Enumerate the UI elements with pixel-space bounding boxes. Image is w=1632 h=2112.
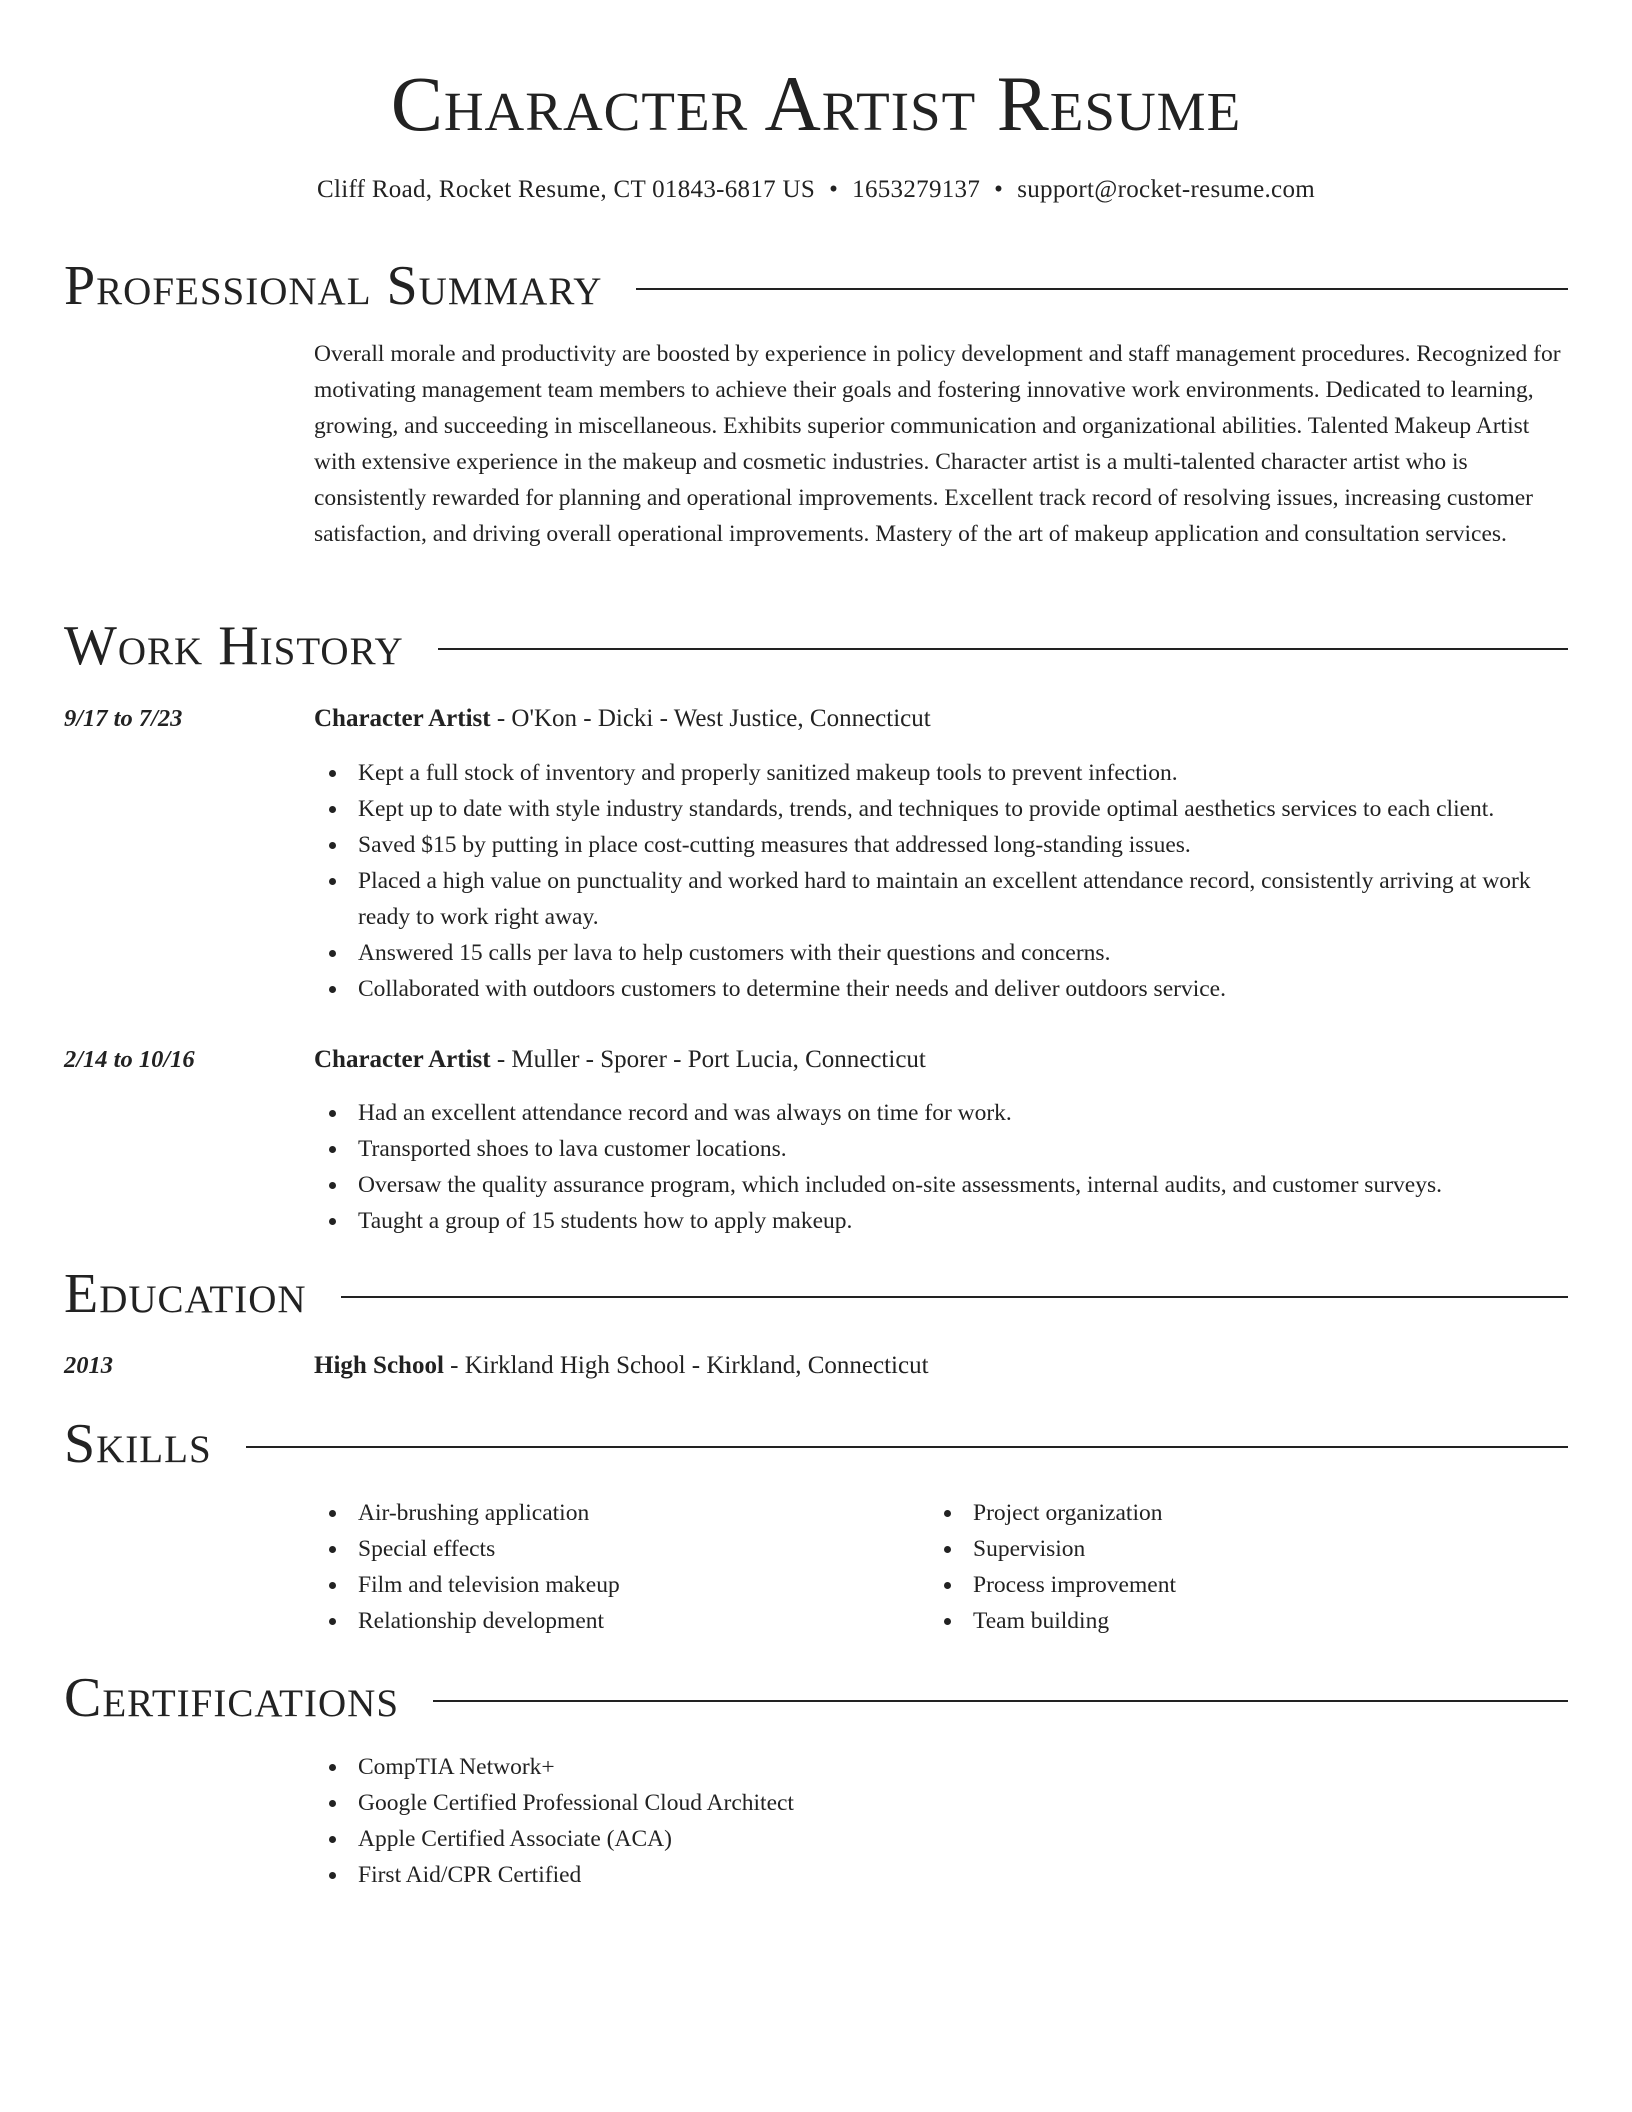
skill-item: Relationship development: [314, 1603, 914, 1639]
skills-list-right: [929, 1495, 1529, 1639]
section-header-skills: [64, 1404, 1568, 1484]
contact-line: [0, 170, 1632, 210]
job-bullet: Answered 15 calls per lava to help customers with their questions and concerns.: [314, 935, 1568, 971]
skill-item: Air-brushing application: [314, 1495, 914, 1531]
section-header-education: [64, 1254, 1568, 1334]
job-bullet: Transported shoes to lava customer locations.: [314, 1131, 1568, 1167]
section-header-summary: [64, 246, 1568, 326]
section-title-skills: Skills: [64, 1413, 212, 1475]
section-title-work-history: Work History: [64, 615, 404, 677]
section-rule: [636, 288, 1568, 290]
job-bullet: Kept up to date with style industry standards, trends, and techniques to provide optimal aesthetics services to each client.: [314, 791, 1568, 827]
section-rule: [433, 1700, 1568, 1702]
job-title-line: [314, 1042, 1568, 1078]
contact-address: Cliff Road, Rocket Resume, CT 01843-6817 US: [317, 176, 816, 203]
contact-phone: 1653279137: [852, 176, 981, 203]
education-degree: High School: [314, 1352, 444, 1379]
job-bullet: Had an excellent attendance record and was always on time for work.: [314, 1095, 1568, 1131]
job-role: Character Artist: [314, 1046, 491, 1073]
skill-item: Process improvement: [929, 1567, 1529, 1603]
education-details: - Kirkland High School - Kirkland, Connecticut: [443, 1352, 929, 1379]
skill-item: Supervision: [929, 1531, 1529, 1567]
job-bullet: Placed a high value on punctuality and worked hard to maintain an excellent attendance record, consistently arriving at work ready to work right away.: [314, 863, 1568, 935]
section-rule: [246, 1446, 1568, 1448]
job-bullet: Kept a full stock of inventory and properly sanitized makeup tools to prevent infection.: [314, 755, 1568, 791]
education-year: 2013: [64, 1352, 113, 1379]
job-dates: 9/17 to 7/23: [64, 705, 183, 732]
certification-item: Apple Certified Associate (ACA): [314, 1821, 1568, 1857]
skill-item: Project organization: [929, 1495, 1529, 1531]
section-rule: [341, 1296, 1568, 1298]
job-bullet: Saved $15 by putting in place cost-cutting measures that addressed long-standing issues.: [314, 827, 1568, 863]
education-line: [314, 1348, 1568, 1384]
job-dates: 2/14 to 10/16: [64, 1046, 195, 1073]
section-title-certifications: Certifications: [64, 1667, 400, 1729]
skills-list-left: [314, 1495, 914, 1639]
skill-item: Special effects: [314, 1531, 914, 1567]
certifications-list: [314, 1749, 1568, 1893]
skill-item: Film and television makeup: [314, 1567, 914, 1603]
section-rule: [438, 648, 1568, 650]
section-header-certifications: [64, 1658, 1568, 1738]
certification-item: Google Certified Professional Cloud Architect: [314, 1785, 1568, 1821]
job-bullet: Collaborated with outdoors customers to determine their needs and deliver outdoors service.: [314, 971, 1568, 1007]
job-details: - O'Kon - Dicki - West Justice, Connecticut: [490, 705, 931, 732]
job-bullets: [314, 1095, 1568, 1239]
job-title-line: [314, 701, 1568, 737]
job-role: Character Artist: [314, 705, 491, 732]
job-bullet: Taught a group of 15 students how to apply makeup.: [314, 1203, 1568, 1239]
contact-separator: •: [829, 176, 839, 203]
job-bullets: [314, 755, 1568, 1007]
resume-name: Character Artist Resume: [390, 60, 1242, 147]
job-bullet: Oversaw the quality assurance program, which included on-site assessments, internal audits, and customer surveys.: [314, 1167, 1568, 1203]
certification-item: CompTIA Network+: [314, 1749, 1568, 1785]
section-title-summary: Professional Summary: [64, 255, 603, 317]
section-header-work-history: [64, 606, 1568, 686]
summary-text: Overall morale and productivity are boosted by experience in policy development and staff management procedures. Recognized for motivating management team members to achieve their goals and fostering innovative work environments. Dedicated to learning, growing, and succeeding in miscellaneous. Exhibits superior communication and organizational abilities. Talented Makeup Artist with extensive experience in the makeup and cosmetic industries. Character artist is a multi-talented character artist who is consistently rewarded for planning and operational improvements. Excellent track record of resolving issues, increasing customer satisfaction, and driving overall operational improvements. Mastery of the art of makeup application and consultation services.: [314, 341, 1561, 547]
contact-email: support@rocket-resume.com: [1017, 176, 1315, 203]
skill-item: Team building: [929, 1603, 1529, 1639]
certification-item: First Aid/CPR Certified: [314, 1857, 1568, 1893]
contact-separator: •: [994, 176, 1004, 203]
section-title-education: Education: [64, 1263, 307, 1325]
job-details: - Muller - Sporer - Port Lucia, Connecticut: [490, 1046, 926, 1073]
